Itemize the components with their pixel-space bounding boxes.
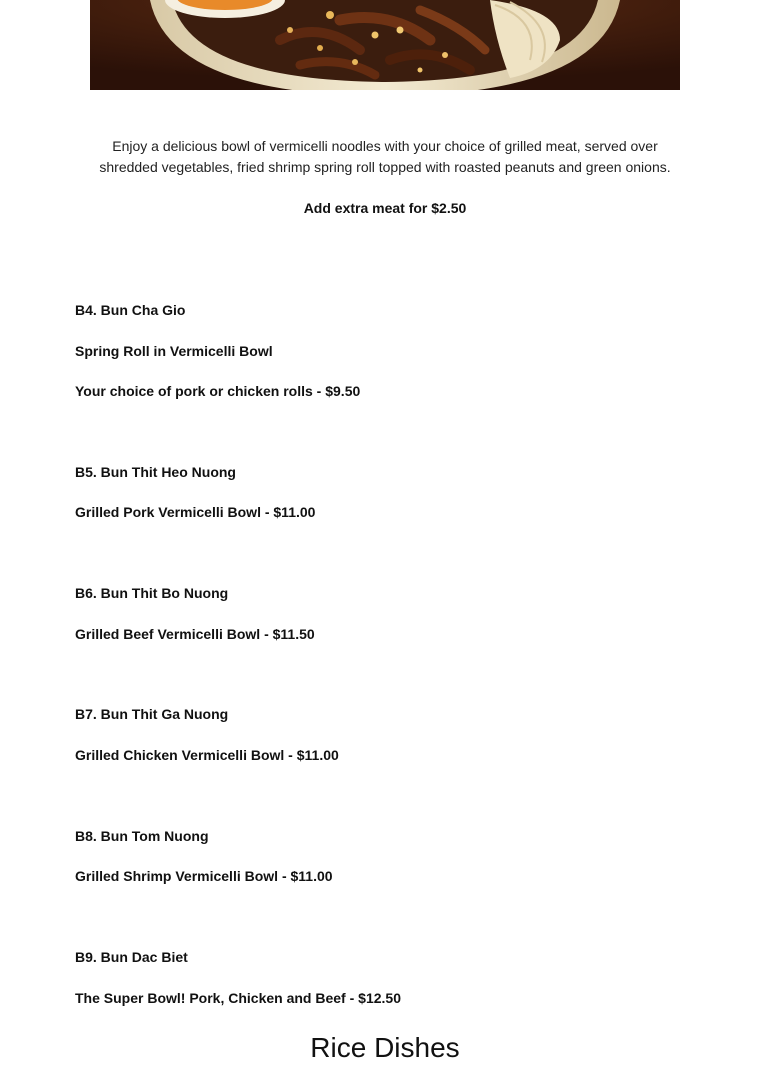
menu-item-b8-detail: Grilled Shrimp Vermicelli Bowl - $11.00: [75, 868, 333, 884]
menu-item-b8-name: B8. Bun Tom Nuong: [75, 828, 209, 844]
menu-item-b6-name: B6. Bun Thit Bo Nuong: [75, 585, 229, 601]
extra-meat-note: Add extra meat for $2.50: [303, 200, 467, 216]
rice-dishes-heading: Rice Dishes: [310, 1032, 460, 1063]
menu-item-b9-detail: The Super Bowl! Pork, Chicken and Beef - $12.50: [75, 990, 401, 1006]
menu-item-b5-name: B5. Bun Thit Heo Nuong: [75, 464, 236, 480]
menu-item-b5-detail: Grilled Pork Vermicelli Bowl - $11.00: [75, 504, 316, 520]
menu-item-b7-name: B7. Bun Thit Ga Nuong: [75, 706, 229, 722]
menu-item-b7-detail: Grilled Chicken Vermicelli Bowl - $11.00: [75, 747, 339, 763]
vermicelli-bowl-illustration: [90, 0, 680, 90]
menu-item-b9-name: B9. Bun Dac Biet: [75, 949, 188, 965]
vermicelli-bowl-photo: [90, 0, 680, 90]
dish-description: Enjoy a delicious bowl of vermicelli noodles with your choice of grilled meat, served over shredded vegetables, fried shrimp spring roll topped with roasted peanuts and green onions.: [99, 138, 671, 175]
menu-item-b4-english-name: Spring Roll in Vermicelli Bowl: [75, 343, 273, 359]
menu-item-b6-detail: Grilled Beef Vermicelli Bowl - $11.50: [75, 626, 315, 642]
menu-item-b4-detail: Your choice of pork or chicken rolls - $9.50: [75, 383, 361, 399]
menu-item-b4-name: B4. Bun Cha Gio: [75, 302, 186, 318]
